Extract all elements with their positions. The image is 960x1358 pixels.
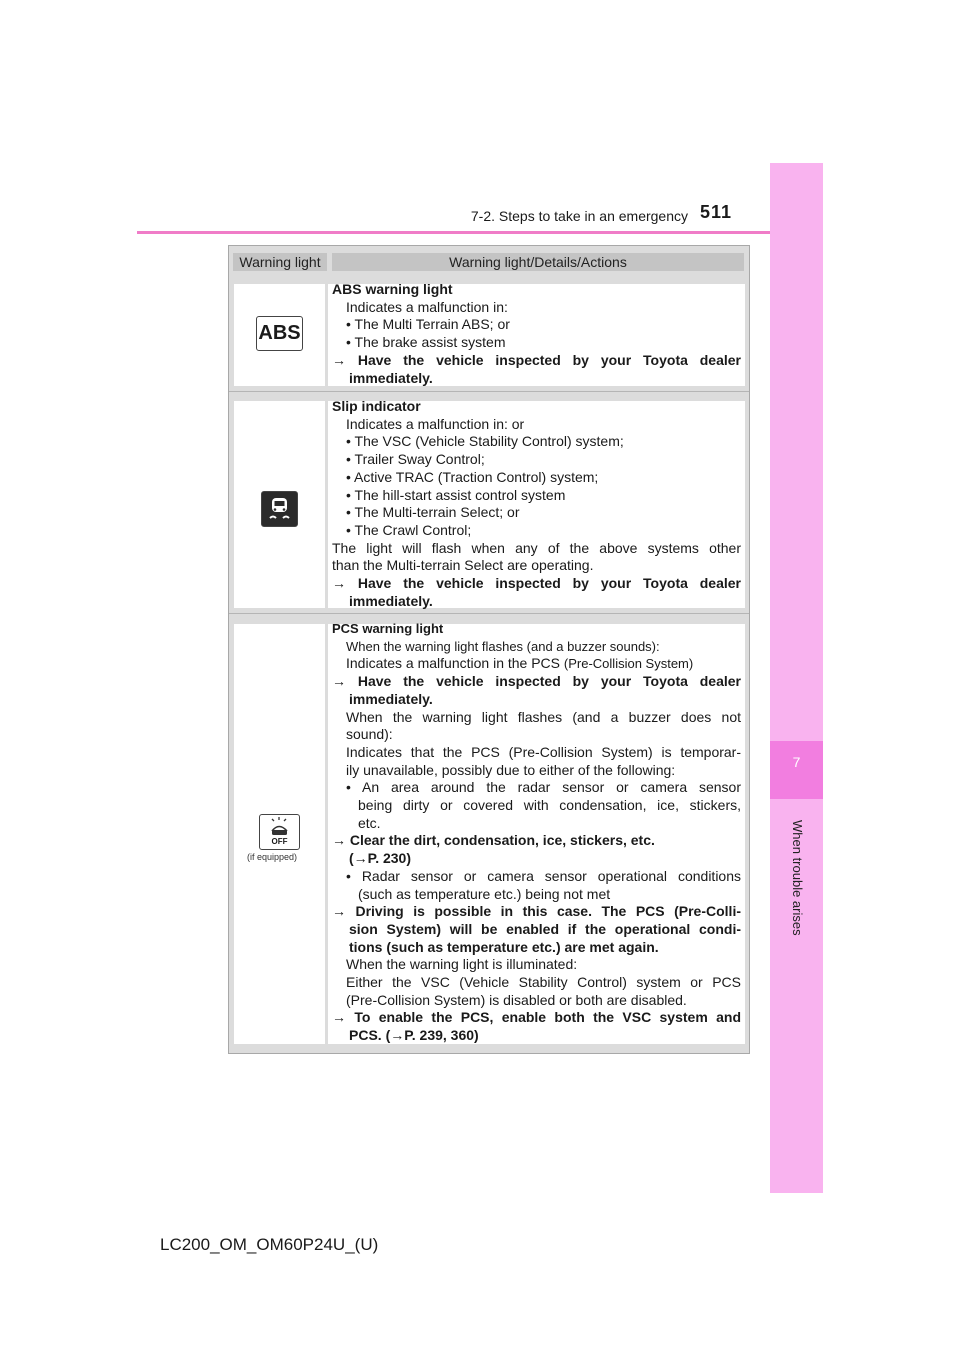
pcs-condition: sound): xyxy=(346,726,393,743)
side-tab-chapter xyxy=(770,741,823,799)
pcs-action: immediately. xyxy=(349,690,433,707)
pcs-warning-icon xyxy=(259,814,300,850)
row-separator xyxy=(229,391,749,392)
pcs-condition: When the warning light flashes (and a buzzer does not xyxy=(346,708,741,725)
pcs-line: Either the VSC (Vehicle Stability Control) system or PCS xyxy=(346,974,741,991)
header-rule xyxy=(137,231,823,234)
pcs-icon-off-label: OFF xyxy=(271,837,288,846)
slip-indicator-icon xyxy=(261,491,298,527)
side-tab xyxy=(770,163,823,1193)
pcs-title: PCS warning light xyxy=(332,621,444,636)
pcs-action: sion System) will be enabled if the operational condi- xyxy=(349,920,741,937)
column-header-details: Warning light/Details/Actions xyxy=(332,253,744,271)
slip-action: immediately. xyxy=(349,592,433,609)
pcs-condition: When the warning light flashes (and a buzzer sounds): xyxy=(346,638,660,654)
slip-line: Indicates a malfunction in: or xyxy=(346,415,525,432)
abs-action: immediately. xyxy=(349,369,433,386)
slip-bullet: • The VSC (Vehicle Stability Control) system; xyxy=(346,433,624,450)
column-header-warning-light: Warning light xyxy=(233,253,327,271)
pcs-icon-cell xyxy=(234,624,325,1044)
slip-bullet: • The hill-start assist control system xyxy=(346,486,566,503)
pcs-action: → Clear the dirt, condensation, ice, stickers, etc. xyxy=(332,832,655,849)
slip-bullet: • Trailer Sway Control; xyxy=(346,451,485,468)
slip-bullet: • The Multi-terrain Select; or xyxy=(346,504,520,521)
pcs-action: tions (such as temperature etc.) are met again. xyxy=(349,938,659,955)
pcs-line: (Pre-Collision System) is disabled or both are disabled. xyxy=(346,991,687,1008)
pcs-bullet: • Radar sensor or camera sensor operational conditions xyxy=(346,867,741,884)
pcs-action: → Driving is possible in this case. The PCS (Pre-Colli- xyxy=(332,903,741,920)
abs-bullet: • The Multi Terrain ABS; or xyxy=(346,316,510,333)
pcs-action: → To enable the PCS, enable both the VSC system and xyxy=(332,1009,741,1026)
slip-note: than the Multi-terrain Select are operating. xyxy=(332,557,594,574)
abs-bullet: • The brake assist system xyxy=(346,334,506,351)
abs-icon: ABS xyxy=(256,316,303,351)
chapter-number: 7 xyxy=(792,754,801,770)
section-title: 7-2. Steps to take in an emergency xyxy=(470,208,688,224)
pcs-line: Indicates a malfunction in the PCS (Pre-Collision System) xyxy=(346,655,694,672)
slip-icon-cell xyxy=(234,401,325,608)
pcs-line: Indicates that the PCS (Pre-Collision System) is temporar- xyxy=(346,743,741,760)
slip-bullet: • The Crawl Control; xyxy=(346,521,472,538)
pcs-action: PCS. (→P. 239, 360) xyxy=(349,1027,479,1044)
pcs-action: → Have the vehicle inspected by your Toyota dealer xyxy=(332,673,741,690)
abs-action: → Have the vehicle inspected by your Toyota dealer xyxy=(332,351,741,368)
abs-title: ABS warning light xyxy=(332,281,453,297)
pcs-bullet: • An area around the radar sensor or camera sensor xyxy=(346,779,741,796)
abs-text-cell xyxy=(328,281,745,386)
abs-line: Indicates a malfunction in: xyxy=(346,298,508,315)
pcs-bullet: being dirty or covered with condensation, ice, stickers, xyxy=(358,797,741,814)
warning-light-table xyxy=(228,245,750,1054)
slip-title: Slip indicator xyxy=(332,398,421,414)
if-equipped-note: (if equipped) xyxy=(247,852,298,862)
chapter-label: When trouble arises xyxy=(790,820,805,936)
slip-text-cell xyxy=(328,398,745,609)
slip-note: The light will flash when any of the above systems other xyxy=(332,539,741,556)
footer-code: LC200_OM_OM60P24U_(U) xyxy=(160,1235,379,1254)
pcs-bullet: etc. xyxy=(358,814,381,831)
pcs-bullet: (such as temperature etc.) being not met xyxy=(358,885,611,902)
slip-action: → Have the vehicle inspected by your Toyota dealer xyxy=(332,575,741,592)
pcs-text-cell xyxy=(328,621,745,1044)
page-number: 511 xyxy=(700,202,733,222)
slip-bullet: • Active TRAC (Traction Control) system; xyxy=(346,468,599,485)
row-separator xyxy=(229,613,749,614)
pcs-line: ily unavailable, possibly due to either of the following: xyxy=(346,761,676,778)
abs-icon-cell xyxy=(234,284,325,386)
pcs-action: (→P. 230) xyxy=(349,850,411,867)
pcs-condition: When the warning light is illuminated: xyxy=(346,956,578,973)
